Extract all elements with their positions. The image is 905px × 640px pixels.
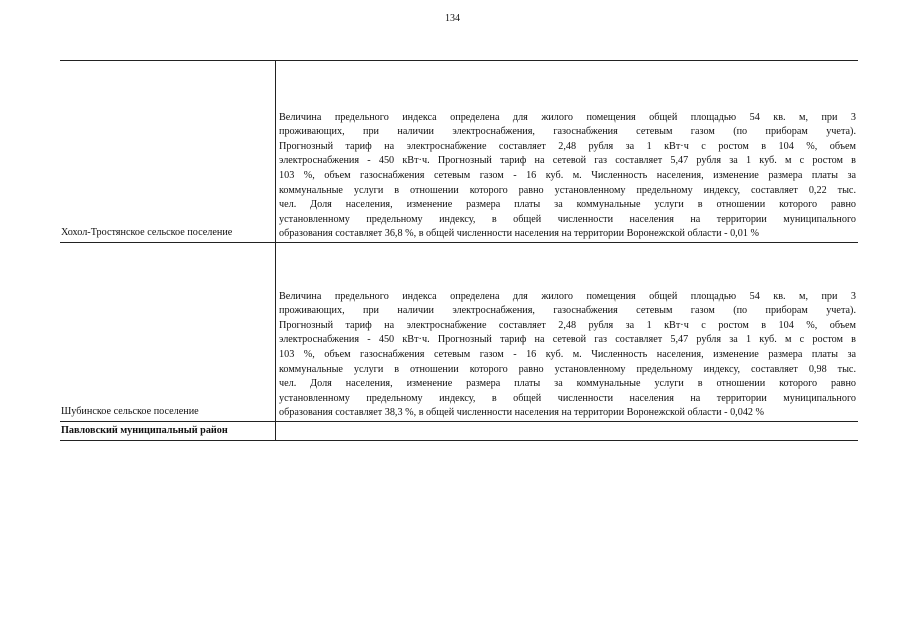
description-line: Величина предельного индекса определена для жилого помещения общей площадью 54 кв. м, при 3: [279, 290, 856, 302]
tariff-index-table: [60, 60, 858, 441]
settlement-name-cell: [60, 243, 276, 422]
description-line: чел. Доля населения, изменение размера платы за коммунальные услуги в отношении которого равно: [279, 199, 856, 211]
description-line: проживающих, при наличии электроснабжения, газоснабжения сетевым газом (по приборам учета).: [279, 126, 856, 138]
settlement-description-cell: [276, 243, 859, 422]
description-line: установленному предельному индексу, в общей численности населения на территории муниципального: [279, 392, 856, 404]
page-number: 134: [445, 13, 460, 24]
settlement-name-cell: [60, 61, 276, 243]
description-line: 103 %, объем газоснабжения сетевым газом - 16 куб. м. Численность населения, изменение размера платы за: [279, 349, 856, 361]
description-line: коммунальные услуги в отношении которого равно установленному предельному индексу, составляет 0,98 тыс.: [279, 363, 856, 375]
settlement-description: [276, 290, 858, 421]
description-line: установленному предельному индексу, в общей численности населения на территории муниципального: [279, 213, 856, 225]
settlement-description-cell: [276, 61, 859, 243]
district-description-cell: [276, 422, 859, 441]
description-line: Величина предельного индекса определена для жилого помещения общей площадью 54 кв. м, при 3: [279, 111, 856, 123]
description-line: коммунальные услуги в отношении которого равно установленному предельному индексу, составляет 0,22 тыс.: [279, 184, 856, 196]
settlement-name: Шубинское сельское поселение: [61, 406, 199, 418]
description-line: 103 %, объем газоснабжения сетевым газом - 16 куб. м. Численность населения, изменение размера платы за: [279, 170, 856, 182]
district-name-cell: [60, 422, 276, 441]
description-line: Прогнозный тариф на электроснабжение составляет 2,48 рубля за 1 кВт·ч с ростом в 104 %, объем: [279, 319, 856, 331]
description-line: образования составляет 38,3 %, в общей численности населения на территории Воронежской области - 0,042 %: [279, 407, 765, 419]
description-line: образования составляет 36,8 %, в общей численности населения на территории Воронежской области - 0,01 %: [279, 228, 759, 240]
district-row: [60, 422, 858, 441]
table-row: [60, 243, 858, 422]
settlement-description: [276, 111, 858, 242]
description-line: электроснабжения - 450 кВт·ч. Прогнозный тариф на сетевой газ составляет 5,47 рубля за 1 куб. м с ростом в: [279, 334, 856, 346]
description-line: чел. Доля населения, изменение размера платы за коммунальные услуги в отношении которого равно: [279, 378, 856, 390]
description-line: электроснабжения - 450 кВт·ч. Прогнозный тариф на сетевой газ составляет 5,47 рубля за 1 куб. м с ростом в: [279, 155, 856, 167]
district-name: Павловский муниципальный район: [61, 425, 228, 437]
settlement-name: Хохол-Тростянское сельское поселение: [61, 227, 233, 239]
description-line: Прогнозный тариф на электроснабжение составляет 2,48 рубля за 1 кВт·ч с ростом в 104 %, объем: [279, 140, 856, 152]
table-row: [60, 61, 858, 243]
description-line: проживающих, при наличии электроснабжения, газоснабжения сетевым газом (по приборам учета).: [279, 305, 856, 317]
